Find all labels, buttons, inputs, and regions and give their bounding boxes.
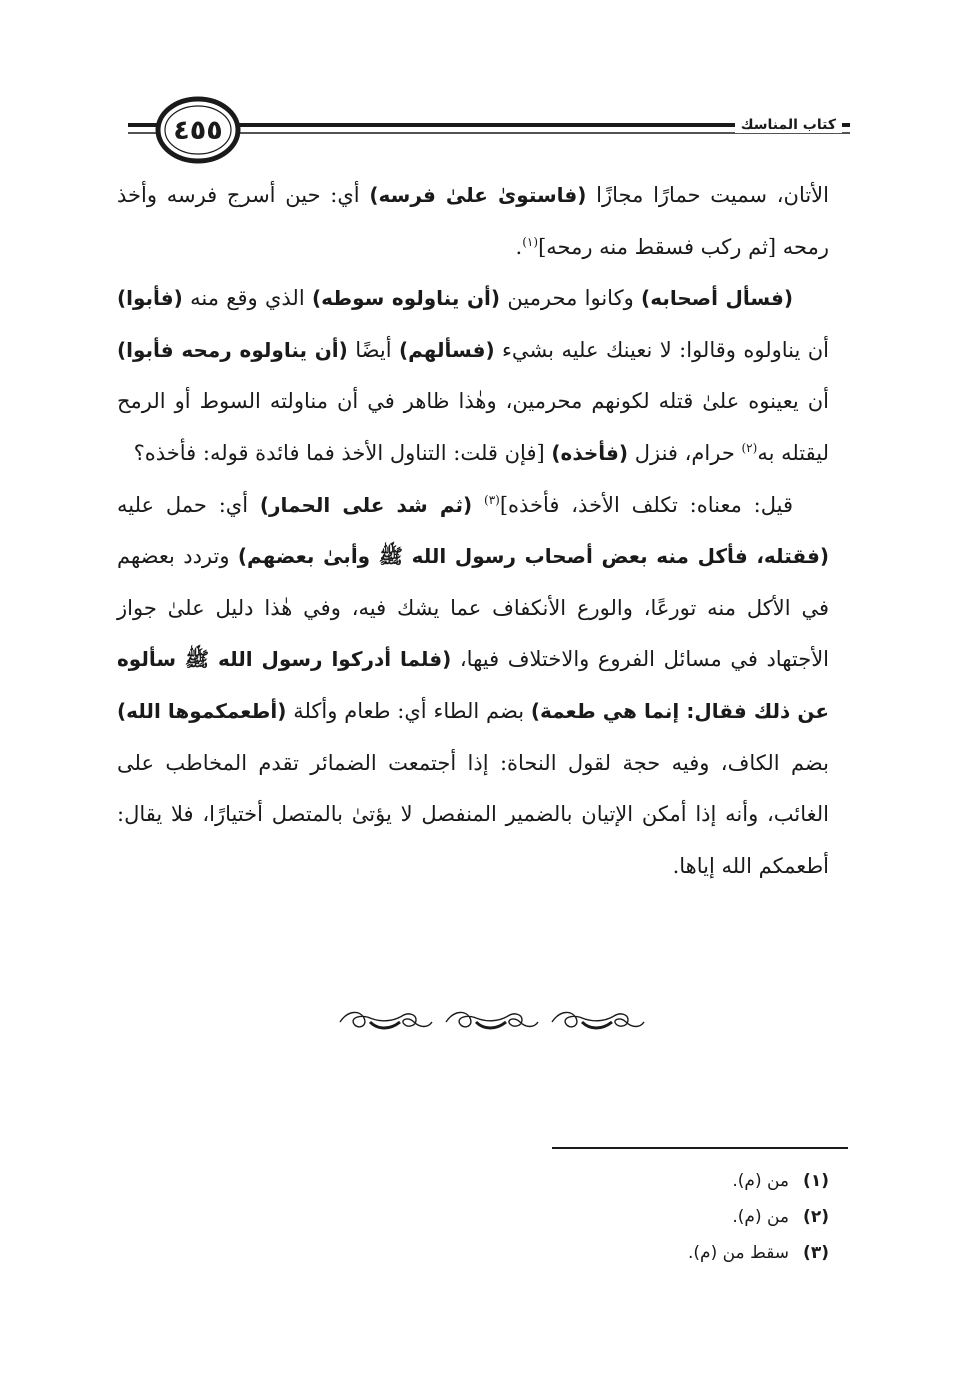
quoted-hadith: (أن يناولوه رمحه فأبوا) bbox=[117, 337, 348, 362]
quoted-hadith: (فأبوا) bbox=[117, 286, 183, 311]
footnote-item bbox=[429, 1163, 829, 1199]
text-run: وتردد بعضهم في الأكل منه تورعًا، والورع الأنكفاف عما يشك فيه، وفي هٰذا دليل علىٰ جواز الأجتهاد في مسائل الفروع والاختلاف فيها، bbox=[117, 544, 830, 672]
text-run: وكانوا محرمين bbox=[500, 286, 642, 311]
text-run: [فإن قلت: التناول الأخذ فما فائدة قوله: فأخذه؟ bbox=[133, 440, 552, 465]
quoted-hadith: (فسألهم) bbox=[398, 337, 495, 362]
text-run: بضم الطاء أي: طعام وأكلة bbox=[286, 698, 531, 723]
text-run: . bbox=[515, 234, 523, 259]
header-rule-frame bbox=[0, 0, 954, 180]
text-run: أي: حين أسرج فرسه وأخذ رمحه [ثم ركب فسقط منه رمحه] bbox=[117, 183, 829, 259]
footnotes bbox=[429, 1163, 829, 1271]
footnote-text: من (م). bbox=[732, 1171, 790, 1191]
text-run: أن يعينوه علىٰ قتله لكونهم محرمين، وهٰذا ظاهر في أن مناولته السوط أو الرمح ليقتله به bbox=[117, 389, 829, 465]
text-run: الأتان، سميت حمارًا مجازًا bbox=[586, 183, 829, 207]
page-number: ٤٥٥ bbox=[173, 114, 223, 146]
quoted-hadith: (فسأل أصحابه) bbox=[641, 286, 793, 311]
page-header bbox=[0, 0, 954, 180]
quoted-hadith: (فاستوىٰ علىٰ فرسه) bbox=[369, 183, 587, 207]
paragraph-1 bbox=[117, 170, 829, 273]
quoted-hadith: (أن يناولوه سوطه) bbox=[311, 286, 501, 311]
text-run: أي: حمل عليه bbox=[117, 492, 260, 517]
running-header-title: كتاب المناسك bbox=[735, 117, 842, 133]
footnote-ref: (٣) bbox=[484, 492, 500, 507]
footnote-number: (١) bbox=[803, 1171, 829, 1191]
text-run: قيل: معناه: تكلف الأخذ، فأخذه] bbox=[499, 492, 793, 517]
text-run: الذي وقع منه bbox=[182, 286, 312, 311]
footnote-item bbox=[429, 1235, 829, 1271]
text-run: أيضًا bbox=[347, 337, 399, 362]
footnote-separator bbox=[552, 1147, 848, 1149]
quoted-hadith: (ثم شد على الحمار) bbox=[259, 492, 473, 517]
footnote-number: (٢) bbox=[803, 1207, 829, 1227]
footnote-ref: (١) bbox=[522, 234, 539, 249]
footnote-text: من (م). bbox=[732, 1207, 790, 1227]
quoted-hadith: (فأخذه) bbox=[551, 440, 629, 465]
quoted-hadith: (فلما أدركوا رسول الله ﷺ سألوه عن ذلك فقال: إنما هي طعمة) bbox=[117, 647, 830, 723]
paragraph-2 bbox=[117, 273, 829, 479]
text-run: بضم الكاف، وفيه حجة لقول النحاة: إذا أجتمعت الضمائر تقدم المخاطب على الغائب، وأنه إذا أمكن الإتيان بالضمير المنفصل لا يؤتىٰ بالمتصل أختيارًا، فلا يقال: أطعمكم الله إياها. bbox=[117, 750, 829, 878]
quoted-hadith: (فقتله، فأكل منه بعض أصحاب رسول الله ﷺ وأبىٰ بعضهم) bbox=[237, 544, 830, 569]
quoted-hadith: (أطعمكموها الله) bbox=[117, 698, 287, 723]
text-run: أن يناولوه وقالوا: لا نعينك عليه بشيء bbox=[494, 337, 830, 362]
footnote-item bbox=[429, 1199, 829, 1235]
footnote-number: (٣) bbox=[803, 1243, 829, 1263]
main-text bbox=[117, 170, 829, 892]
floral-divider-ornament-icon bbox=[330, 1000, 646, 1040]
footnote-text: سقط من (م). bbox=[688, 1243, 790, 1263]
paragraph-3 bbox=[117, 480, 829, 893]
footnote-ref: (٢) bbox=[741, 440, 758, 455]
text-run: حرام، فنزل bbox=[628, 440, 742, 465]
text-run bbox=[472, 493, 484, 517]
